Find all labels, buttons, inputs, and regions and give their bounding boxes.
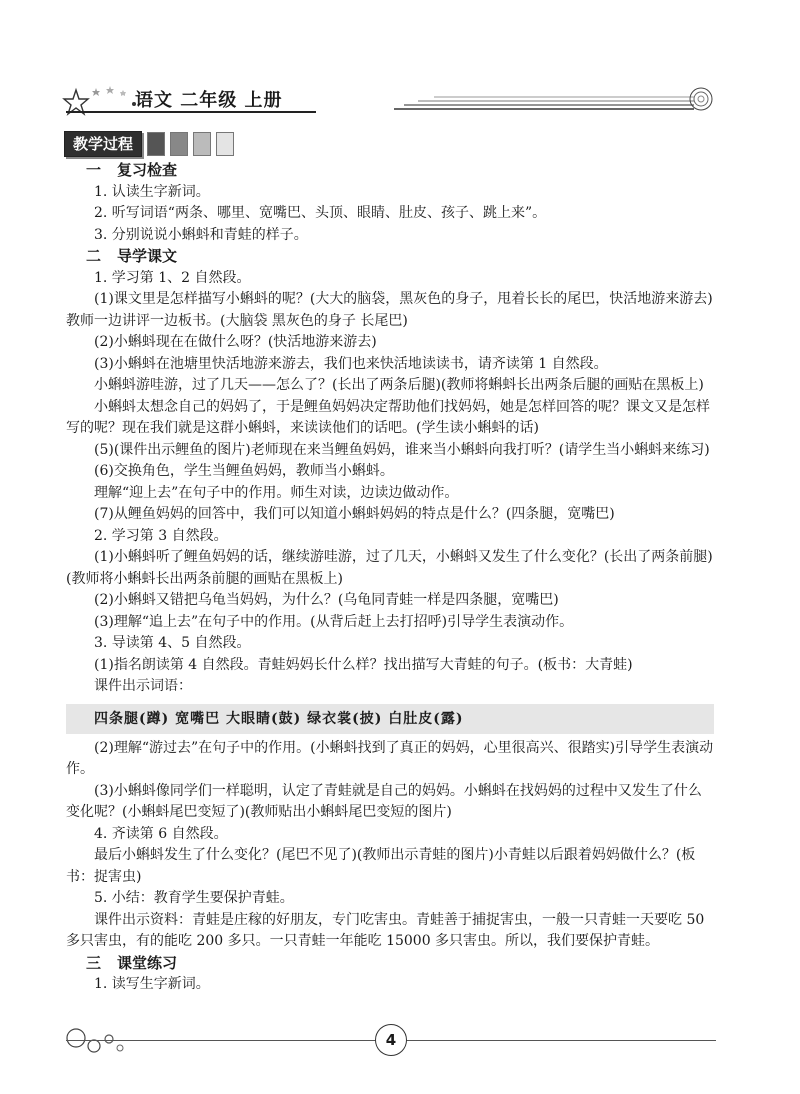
paragraph: 1. 认读生字新词。 [94,183,210,200]
paragraph: (5)(课件出示鲤鱼的图片)老师现在来当鲤鱼妈妈，谁来当小蝌蚪向我打听？(请学生当小蝌蚪来练习) [94,441,710,458]
word-list-box: 四条腿(蹲) 宽嘴巴 大眼睛(鼓) 绿衣裳(披) 白肚皮(露) [66,704,714,734]
banner-square [216,132,234,156]
paragraph: 5. 小结：教育学生要保护青蛙。 [94,890,294,906]
paragraph: (2)小蝌蚪又错把乌龟当妈妈，为什么？(乌龟同青蛙一样是四条腿，宽嘴巴) [94,592,559,608]
paragraph: (1)课文里是怎样描写小蝌蚪的呢？(大大的脑袋，黑灰色的身子，甩着长长的尾巴，快活地游来游去)教师一边讲评一边板书。(大脑袋 黑灰色的身子 长尾巴) [66,291,713,329]
paragraph: 最后小蝌蚪发生了什么变化？(尾巴不见了)(教师出示青蛙的图片)小青蛙以后跟着妈妈做什么？(板书：捉害虫) [66,847,696,885]
paragraph: 2. 听写词语“两条、哪里、宽嘴巴、头顶、眼睛、肚皮、孩子、跳上来”。 [94,205,547,221]
page-number: 4 [375,1024,407,1056]
banner-square [147,132,165,156]
star-decoration-icon [60,82,140,122]
paragraph: 2. 学习第 3 自然段。 [94,527,228,544]
paragraph: (7)从鲤鱼妈妈的回答中，我们可以知道小蝌蚪妈妈的特点是什么？(四条腿，宽嘴巴) [94,506,615,522]
bubbles-decoration-icon [64,1026,174,1056]
paragraph: 1. 读写生字新词。 [94,976,210,992]
paragraph: 3. 分别说说小蝌蚪和青蛙的样子。 [94,226,308,243]
paragraph: (3)理解“追上去”在句子中的作用。(从背后赶上去打招呼)引导学生表演动作。 [94,613,574,630]
section-label: 教学过程 [64,131,142,157]
section-banner [64,131,234,157]
banner-square [193,132,211,156]
lesson-content [66,160,714,996]
paragraph: 小蝌蚪游哇游，过了几天——怎么了？(长出了两条后腿)(教师将蝌蚪长出两条后腿的画贴在黑板上) [94,377,704,393]
paragraph: (2)小蝌蚪现在在做什么呀？(快活地游来游去) [94,334,377,350]
heading-exercise: 三 课堂练习 [86,953,178,972]
header-stripes-decoration [394,96,694,110]
paragraph: (1)小蝌蚪听了鲤鱼妈妈的话，继续游哇游，过了几天，小蝌蚪又发生了什么变化？(长出了两条前腿)(教师将小蝌蚪长出两条前腿的画贴在黑板上) [66,549,713,587]
swirl-decoration-icon [688,86,714,112]
paragraph: 1. 学习第 1、2 自然段。 [94,269,251,286]
paragraph: 4. 齐读第 6 自然段。 [94,825,228,842]
paragraph: (6)交换角色，学生当鲤鱼妈妈，教师当小蝌蚪。 [94,463,394,479]
paragraph: 课件出示资料：青蛙是庄稼的好朋友，专门吃害虫。青蛙善于捕捉害虫，一般一只青蛙一天要吃 50 多只害虫，有的能吃 200 多只。一只青蛙一年能吃 15000 多只害虫。所以，我们要保护青蛙。 [66,911,705,949]
header-rule [66,111,316,113]
header-title: 语文 二年级 上册 [135,90,283,111]
paragraph: 理解“迎上去”在句子中的作用。师生对读，边读边做动作。 [94,484,459,501]
paragraph: 小蝌蚪太想念自己的妈妈了，于是鲤鱼妈妈决定帮助他们找妈妈，她是怎样回答的呢？课文又是怎样写的呢？现在我们就是这群小蝌蚪，来读读他们的话吧。(学生读小蝌蚪的话) [66,398,710,436]
paragraph: (1)指名朗读第 4 自然段。青蛙妈妈长什么样？找出描写大青蛙的句子。(板书：大青蛙) [94,656,633,673]
banner-square [170,132,188,156]
paragraph: (2)理解“游过去”在句子中的作用。(小蝌蚪找到了真正的妈妈，心里很高兴、很踏实)引导学生表演动作。 [66,739,714,777]
paragraph: 课件出示词语： [94,678,192,694]
heading-guided-reading: 二 导学课文 [86,247,178,265]
paragraph: 3. 导读第 4、5 自然段。 [94,635,251,651]
heading-review: 一 复习检查 [86,161,178,179]
paragraph: (3)小蝌蚪在池塘里快活地游来游去，我们也来快活地读读书，请齐读第 1 自然段。 [94,355,608,372]
paragraph: (3)小蝌蚪像同学们一样聪明，认定了青蛙就是自己的妈妈。小蝌蚪在找妈妈的过程中又发生了什么变化呢？(小蝌蚪尾巴变短了)(教师贴出小蝌蚪尾巴变短的图片) [66,782,702,820]
